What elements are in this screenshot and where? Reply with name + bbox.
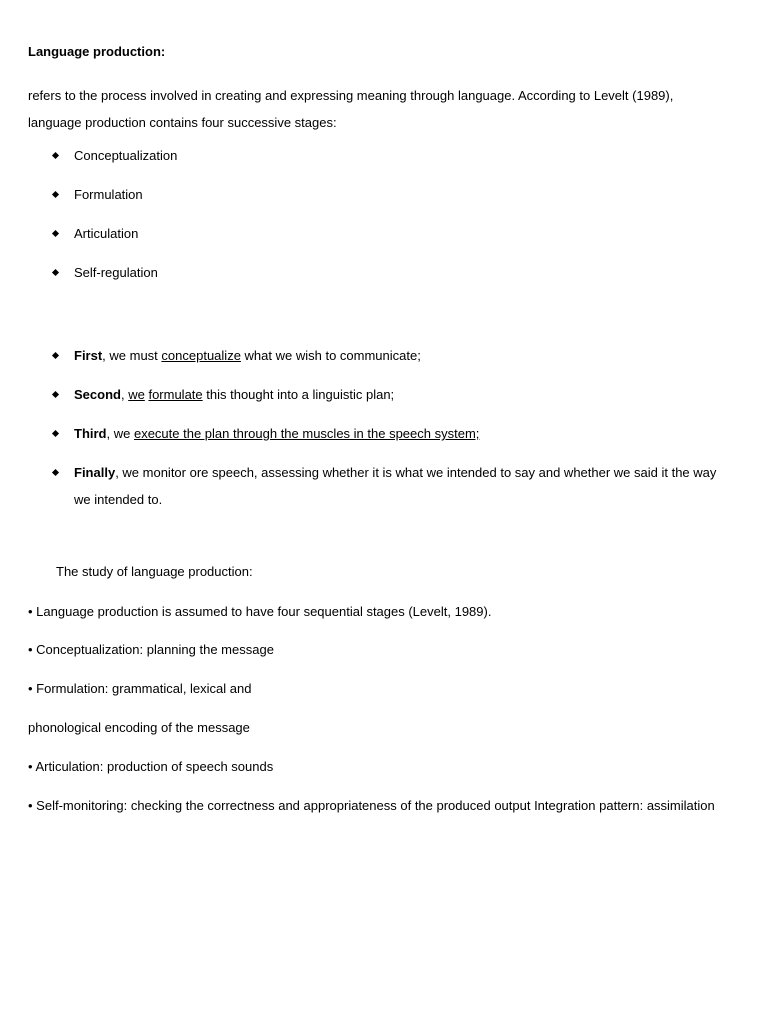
diamond-bullet-icon bbox=[52, 391, 59, 398]
diamond-bullet-icon bbox=[52, 230, 59, 237]
diamond-bullet-icon bbox=[52, 269, 59, 276]
list-item: Second, we formulate this thought into a linguistic plan; bbox=[28, 381, 718, 408]
study-line: • Conceptualization: planning the message bbox=[28, 642, 274, 657]
steps-list bbox=[28, 342, 718, 525]
intro-paragraph: refers to the process involved in creating and expressing meaning through language. According to Levelt (1989), language production contains four successive stages: bbox=[28, 88, 674, 130]
list-item: First, we must conceptualize what we wish to communicate; bbox=[28, 342, 718, 369]
study-line: • Formulation: grammatical, lexical and bbox=[28, 681, 252, 696]
diamond-bullet-icon bbox=[52, 191, 59, 198]
study-line: • Self-monitoring: checking the correctness and appropriateness of the produced output Integration pattern: assimilation bbox=[28, 798, 715, 813]
study-line: • Articulation: production of speech sounds bbox=[28, 759, 274, 774]
list-item: Conceptualization bbox=[28, 147, 177, 186]
list-item: Formulation bbox=[28, 186, 177, 225]
diamond-bullet-icon bbox=[52, 430, 59, 437]
study-line: • Language production is assumed to have four sequential stages (Levelt, 1989). bbox=[28, 604, 492, 619]
study-heading: The study of language production: bbox=[56, 564, 253, 579]
list-item: Self-regulation bbox=[28, 264, 177, 303]
list-item: Finally, we monitor ore speech, assessing whether it is what we intended to say and whether we said it the way we intended to. bbox=[28, 459, 718, 513]
diamond-bullet-icon bbox=[52, 469, 59, 476]
list-item: Third, we execute the plan through the muscles in the speech system; bbox=[28, 420, 718, 447]
section-title: Language production: bbox=[28, 44, 166, 59]
stages-list bbox=[28, 147, 177, 303]
diamond-bullet-icon bbox=[52, 352, 59, 359]
study-line: phonological encoding of the message bbox=[28, 720, 250, 735]
diamond-bullet-icon bbox=[52, 152, 59, 159]
list-item: Articulation bbox=[28, 225, 177, 264]
